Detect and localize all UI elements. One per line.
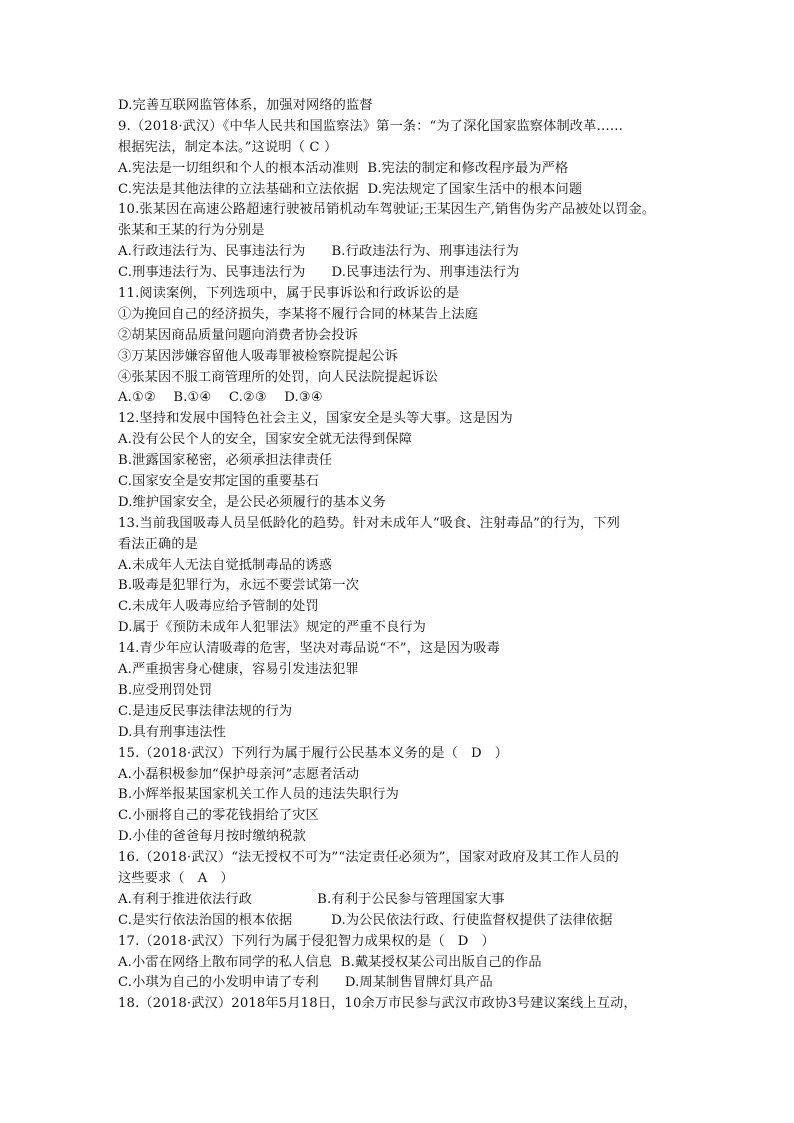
text-line: 14.青少年应认清吸毒的危害，坚决对毒品说“不”，这是因为吸毒 [118,641,500,657]
text-line: C.小丽将自己的零花钱捐给了灾区 [118,808,319,824]
text-line: C.国家安全是安邦定国的重要基石 [118,474,319,490]
text-line: 根据宪法，制定本法。”这说明（ C ） [118,139,338,155]
text-line: A.小雷在网络上散布同学的私人信息 B.戴某授权某公司出版自己的作品 [118,954,542,970]
text-line: B.应受刑罚处罚 [118,682,213,698]
text-line: C.未成年人吸毒应给予管制的处罚 [118,599,319,615]
text-line: 9.（2018·武汉）《中华人民共和国监察法》第一条：“为了深化国家监察体制改革…… [118,118,624,134]
text-line: C.是实行依法治国的根本依据 D.为公民依法行政、行使监督权提供了法律依据 [118,912,613,928]
text-line: C.小琪为自己的小发明申请了专利 D.周某制售冒牌灯具产品 [118,975,493,991]
text-line: A.小磊积极参加“保护母亲河”志愿者活动 [118,766,360,782]
text-line: 12.坚持和发展中国特色社会主义，国家安全是头等大事。这是因为 [118,411,513,427]
text-line: C.刑事违法行为、民事违法行为 D.民事违法行为、刑事违法行为 [118,265,520,281]
text-line: 11.阅读案例，下列选项中，属于民事诉讼和行政诉讼的是 [118,286,460,302]
text-line: 看法正确的是 [118,536,199,552]
text-line: 16.（2018·武汉）“法无授权不可为”“法定责任必须为”，国家对政府及其工作人员的 [118,850,619,866]
text-line: A.行政违法行为、民事违法行为 B.行政违法行为、刑事违法行为 [118,244,520,260]
text-line: C.是违反民事法律法规的行为 [118,703,293,719]
text-line: B.吸毒是犯罪行为，永远不要尝试第一次 [118,578,359,594]
text-line: ①为挽回自己的经济损失，李某将不履行合同的林某告上法庭 [118,306,479,322]
document-page [118,96,688,1015]
text-line: 这些要求（ A ） [118,870,234,886]
text-line: 18.（2018·武汉）2018年5月18日，10余万市民参与武汉市政协3号建议案线上互动， [118,996,637,1012]
text-line: 13.当前我国吸毒人员呈低龄化的趋势。针对未成年人“吸食、注射毒品”的行为，下列 [118,515,621,531]
text-line: 17.（2018·武汉）下列行为属于侵犯智力成果权的是（ D ） [118,933,495,949]
text-line: ③万某因涉嫌容留他人吸毒罪被检察院提起公诉 [118,348,399,364]
text-line: D.维护国家安全，是公民必须履行的基本义务 [118,494,387,510]
text-line: B.小辉举报某国家机关工作人员的违法失职行为 [118,787,399,803]
text-line: D.具有刑事违法性 [118,724,226,740]
text-line: ④张某因不服工商管理所的处罚，向人民法院提起诉讼 [118,369,439,385]
text-line: D.属于《预防未成年人犯罪法》规定的严重不良行为 [118,620,427,636]
text-line: 15.（2018·武汉）下列行为属于履行公民基本义务的是（ D ） [118,745,509,761]
text-line: A.有利于推进依法行政 B.有利于公民参与管理国家大事 [118,891,505,907]
text-line: A.①② B.①④ C.②③ D.③④ [118,390,323,406]
text-line: A.宪法是一切组织和个人的根本活动准则 B.宪法的制定和修改程序最为严格 [118,160,569,176]
text-line: ②胡某因商品质量问题向消费者协会投诉 [118,327,359,343]
text-line: C.宪法是其他法律的立法基础和立法依据 D.宪法规定了国家生活中的根本问题 [118,181,583,197]
text-line: 张某和王某的行为分别是 [118,223,265,239]
text-line: A.未成年人无法自觉抵制毒品的诱惑 [118,557,333,573]
text-line: B.泄露国家秘密，必须承担法律责任 [118,453,333,469]
text-line: D.完善互联网监管体系，加强对网络的监督 [118,98,373,113]
text-line: 10.张某因在高速公路超速行驶被吊销机动车驾驶证;王某因生产,销售伪劣产品被处以罚金。 [118,202,656,218]
text-line: A.严重损害身心健康，容易引发违法犯罪 [118,662,359,678]
text-line: A.没有公民个人的安全，国家安全就无法得到保障 [118,432,413,448]
text-line: D.小佳的爸爸每月按时缴纳税款 [118,829,306,845]
